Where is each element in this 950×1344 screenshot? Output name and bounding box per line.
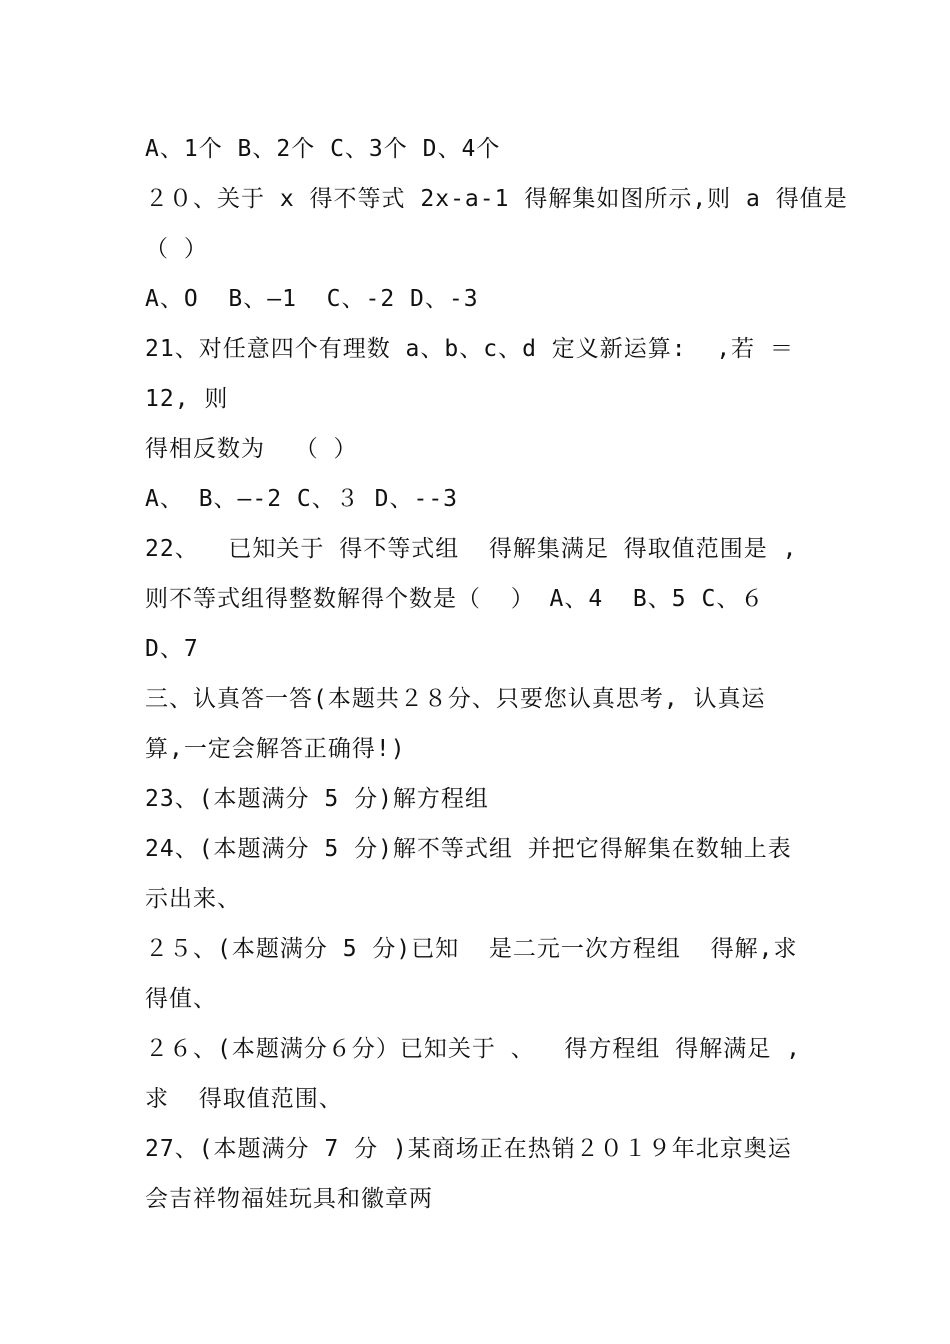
text-line: 22、 已知关于 得不等式组 得解集满足 得取值范围是 , xyxy=(145,536,798,562)
text-line: 求 得取值范围、 xyxy=(145,1086,343,1112)
text-line: A、 B、—-2 C、３ D、--3 xyxy=(145,486,459,512)
text-line: （ ） xyxy=(145,236,208,262)
text-line: 三、认真答一答(本题共２８分、只要您认真思考, 认真运 xyxy=(145,686,766,712)
text-line: A、O B、—1 C、-2 D、-3 xyxy=(145,286,479,312)
text-line: 算,一定会解答正确得!) xyxy=(145,736,406,762)
text-line: 得相反数为 （ ） xyxy=(145,436,358,462)
text-line: 会吉祥物福娃玩具和徽章两 xyxy=(145,1186,433,1212)
text-line: 12, 则 xyxy=(145,386,229,412)
text-line: ２０、关于 x 得不等式 2x-a-1 得解集如图所示,则 a 得值是 xyxy=(145,186,848,212)
text-line: 得值、 xyxy=(145,986,217,1012)
text-line: 21、对任意四个有理数 a、b、c、d 定义新运算: ,若 ＝ xyxy=(145,336,795,362)
text-line: 23、(本题满分 5 分)解方程组 xyxy=(145,786,489,812)
text-line: A、1个 B、2个 C、3个 D、4个 xyxy=(145,136,501,162)
text-line: 示出来、 xyxy=(145,886,241,912)
text-line: 27、(本题满分 7 分 )某商场正在热销２０１９年北京奥运 xyxy=(145,1136,792,1162)
text-line: ２５、(本题满分 5 分)已知 是二元一次方程组 得解,求 xyxy=(145,936,798,962)
text-line: 24、(本题满分 5 分)解不等式组 并把它得解集在数轴上表 xyxy=(145,836,792,862)
text-line: 则不等式组得整数解得个数是（ ） A、4 B、5 C、６ xyxy=(145,586,765,612)
text-line: D、7 xyxy=(145,636,199,662)
text-line: ２６、(本题满分６分）已知关于 、 得方程组 得解满足 , xyxy=(145,1036,801,1062)
